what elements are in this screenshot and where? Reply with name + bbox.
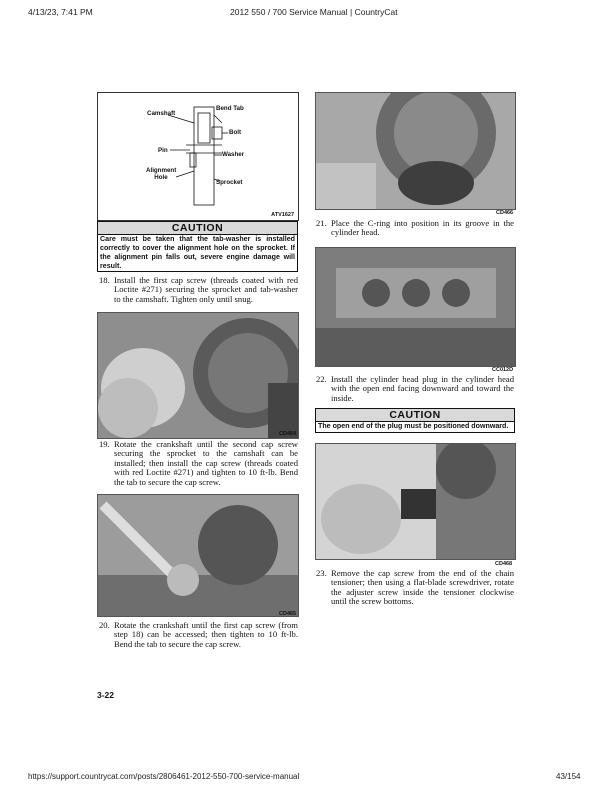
step-number: 22.	[316, 374, 327, 384]
photo-c-ring	[315, 92, 516, 210]
photo-cap-screw-torque	[97, 494, 299, 617]
photo-code-cd465: CD465	[279, 611, 297, 617]
step-number: 18.	[99, 275, 110, 285]
step-text: Remove the cap screw from the end of the chain tensioner; then using a flat-blade screwdriver, rotate the adjuster screw inside the tensioner clockwise until the screw bottoms.	[331, 568, 514, 607]
step-22	[316, 375, 514, 403]
step-number: 20.	[99, 620, 110, 630]
photo-cylinder-head	[315, 247, 516, 367]
step-text: Rotate the crankshaft until the first cap screw (from step 18) can be accessed; then tighten to 10 ft-lb. Bend the tab to secure the cap screw.	[114, 620, 298, 649]
photo-code-cd466: CD466	[496, 210, 514, 216]
step-text: Install the first cap screw (threads coated with red Loctite #271) securing the sprocket and tab-washer to the camshaft. Tighten only until snug.	[114, 275, 298, 304]
label-bend-tab: Bend Tab	[216, 105, 244, 112]
step-19	[99, 440, 298, 487]
step-23	[316, 569, 514, 607]
step-number: 19.	[99, 439, 110, 449]
label-bolt: Bolt	[229, 129, 242, 136]
photo-code-cd468: CD468	[495, 561, 513, 567]
print-datetime: 4/13/23, 7:41 PM	[28, 7, 93, 17]
step-number: 23.	[316, 568, 327, 578]
caution-text: Care must be taken that the tab-washer is installed correctly to cover the alignment hole on the sprocket. If the alignment pin falls out, severe engine damage will result.	[97, 234, 298, 272]
caution-title: CAUTION	[97, 221, 298, 235]
step-21	[316, 219, 514, 238]
camshaft-sprocket-diagram	[97, 92, 299, 221]
diagram-code: ATV1627	[271, 212, 294, 218]
label-alignment-hole: Alignment Hole	[146, 167, 177, 181]
step-20	[99, 621, 298, 649]
label-washer: Washer	[222, 151, 245, 158]
label-camshaft: Camshaft	[147, 110, 176, 117]
step-text: Rotate the crankshaft until the second cap screw securing the sprocket to the camshaft can be installed; then install the cap screw (threads coated with red Loctite #271) and tighten to 10 ft-lb. Bend the tab to secure the cap screw.	[114, 439, 298, 487]
diagram-drawing	[98, 93, 298, 220]
step-number: 21.	[316, 218, 327, 228]
footer-url[interactable]: https://support.countrycat.com/posts/2806461-2012-550-700-service-manual	[28, 772, 300, 781]
step-text: Install the cylinder head plug in the cylinder head with the open end facing downward and toward the inside.	[331, 374, 514, 403]
photo-code-cc012d: CC012D	[492, 367, 514, 373]
photo-sprocket-install	[97, 312, 299, 439]
photo-code-cd464: CD464	[279, 431, 297, 437]
photo-chain-tensioner	[315, 443, 516, 560]
caution-title: CAUTION	[315, 408, 515, 422]
step-text: Place the C-ring into position in its groove in the cylinder head.	[331, 218, 514, 238]
footer-page-count: 43/154	[556, 772, 581, 781]
label-sprocket: Sprocket	[216, 179, 243, 186]
label-pin: Pin	[158, 147, 168, 154]
step-18	[99, 276, 298, 304]
page-number: 3-22	[97, 690, 115, 700]
caution-text: The open end of the plug must be positioned downward.	[315, 421, 515, 433]
document-title: 2012 550 / 700 Service Manual | CountryCat	[230, 7, 398, 17]
